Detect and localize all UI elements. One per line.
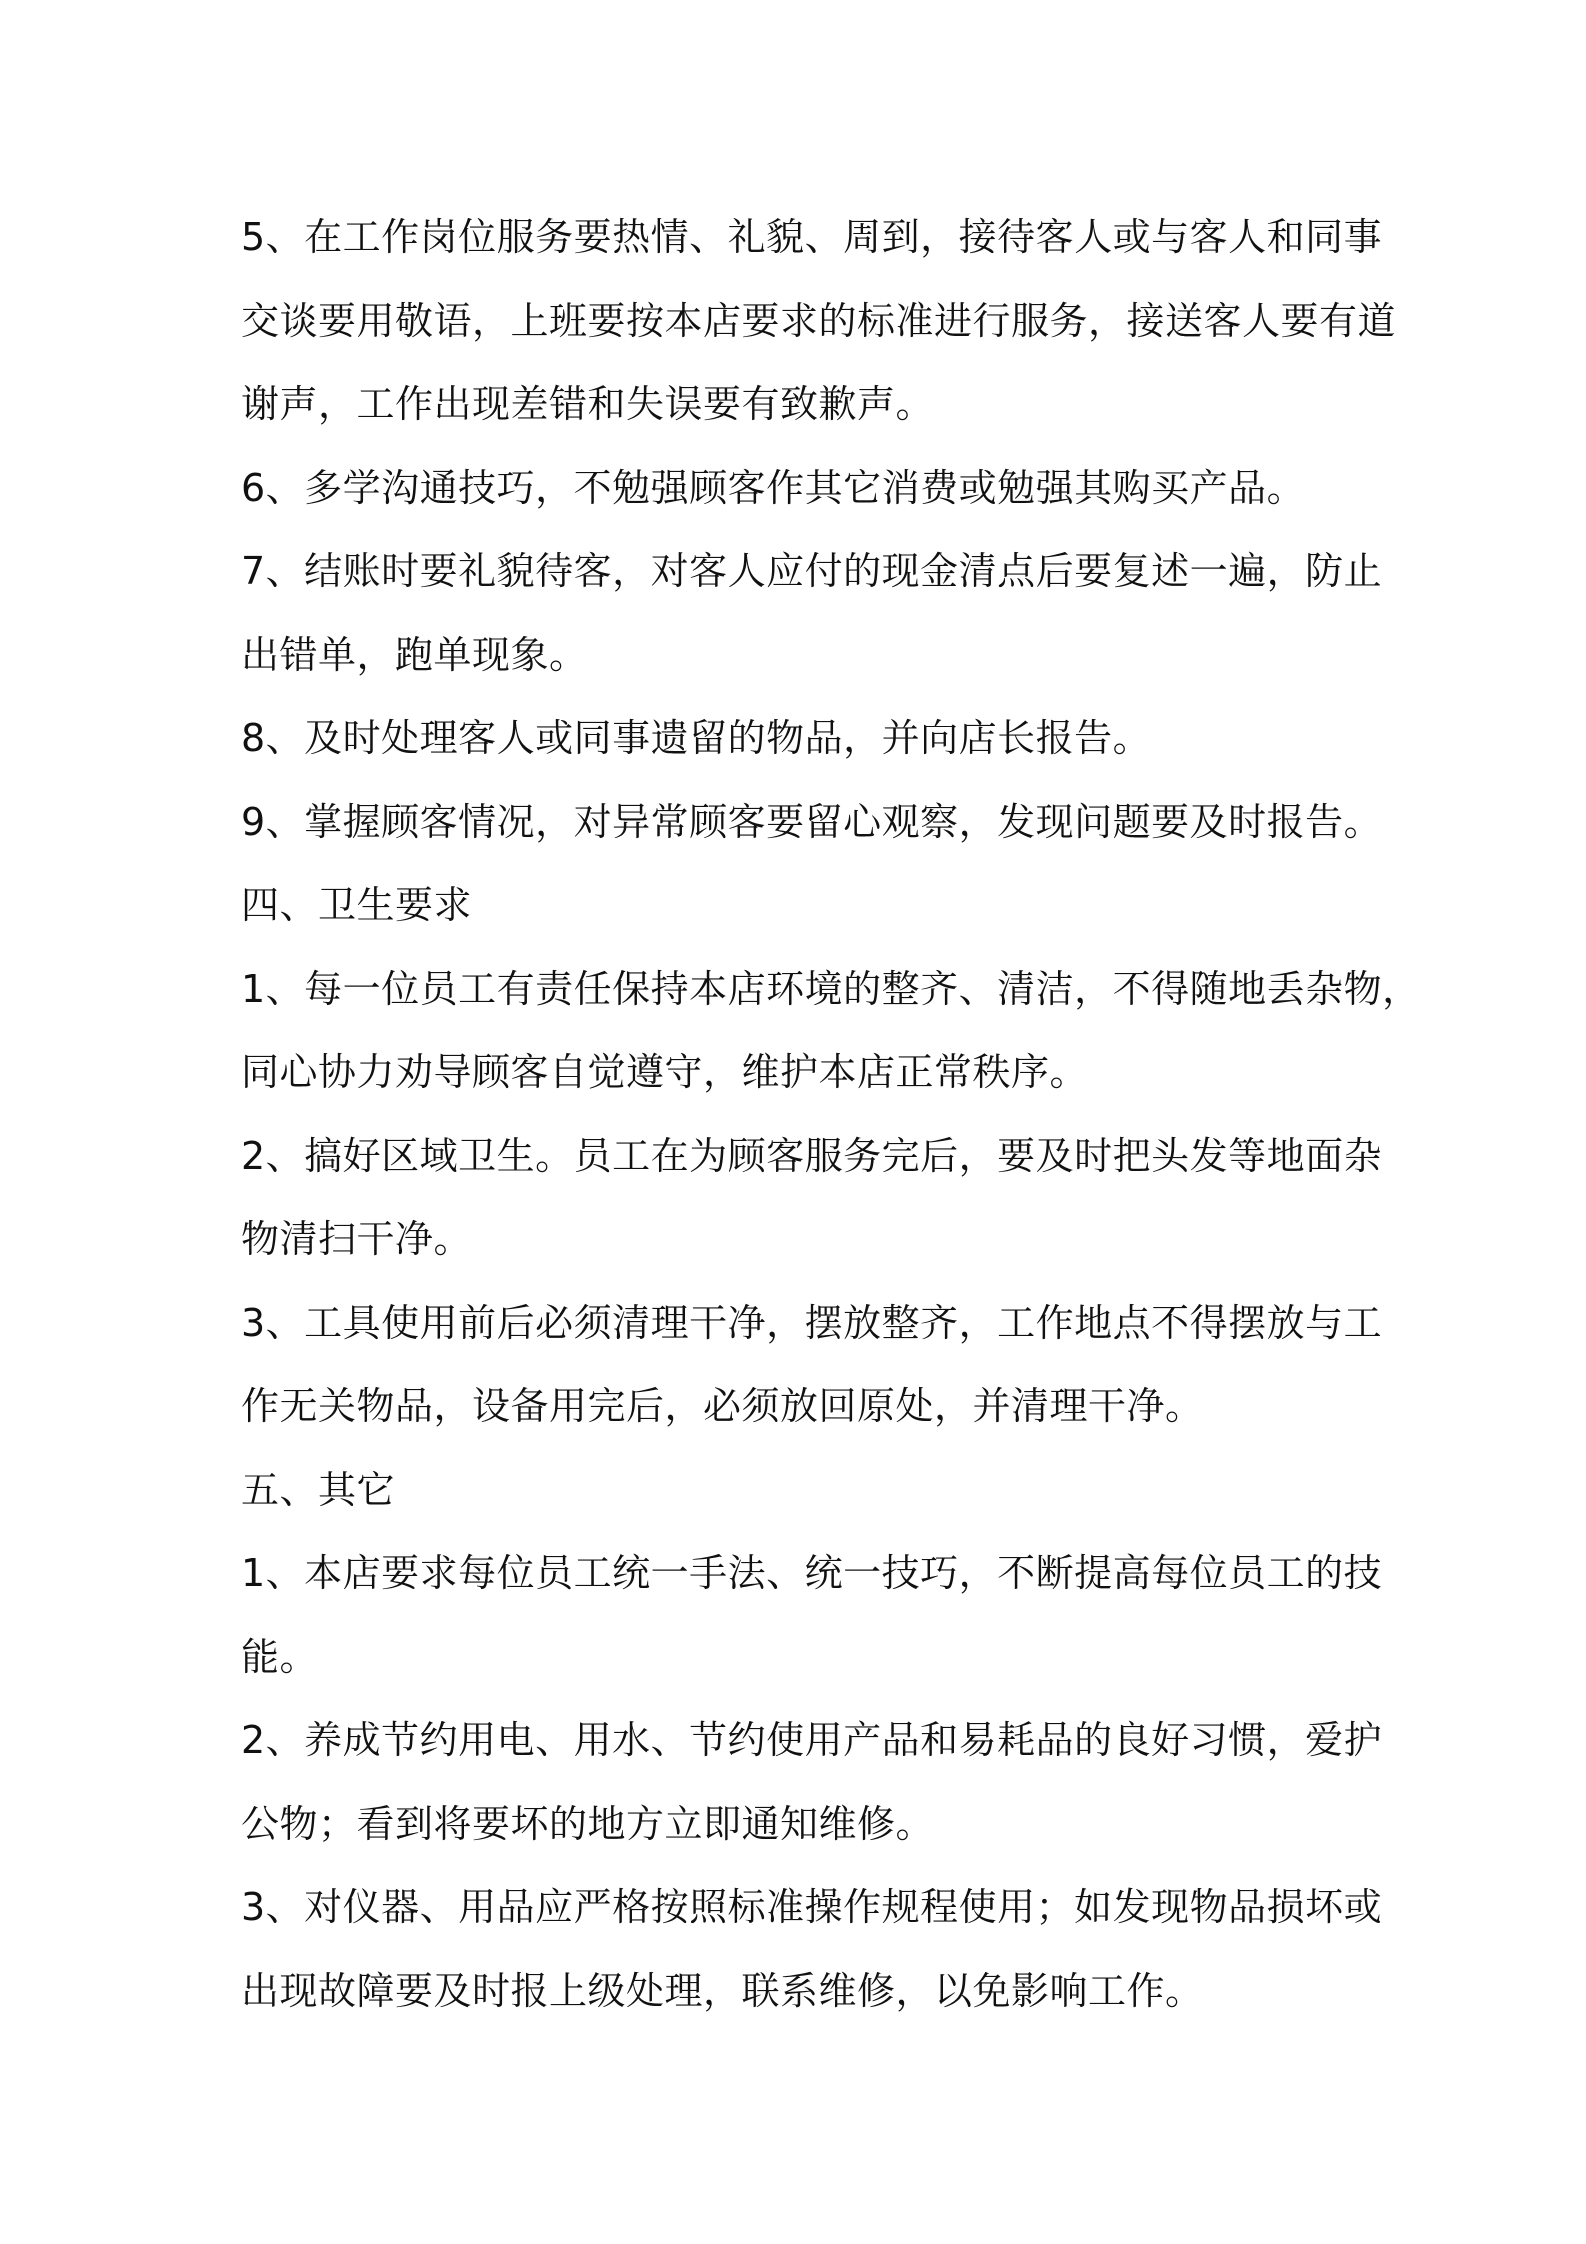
- text-line-7: 8、及时处理客人或同事遗留的物品，并向店长报告。: [241, 716, 1152, 760]
- text-line-6: 出错单，跑单现象。: [241, 632, 588, 677]
- text-line-11: 同心协力劝导顾客自觉遵守，维护本店正常秩序。: [241, 1050, 1089, 1094]
- text-line-12: 2、搞好区域卫生。员工在为顾客服务完后，要及时把头发等地面杂: [241, 1133, 1383, 1178]
- text-line-4: 6、多学沟通技巧，不勉强顾客作其它消费或勉强其购买产品。: [241, 465, 1306, 510]
- text-line-14: 3、工具使用前后必须清理干净，摆放整齐，工作地点不得摆放与工: [241, 1300, 1383, 1345]
- text-line-22: 出现故障要及时报上级处理，联系维修，以免影响工作。: [241, 1968, 1204, 2013]
- text-line-13: 物清扫干净。: [241, 1217, 473, 1261]
- text-line-2: 交谈要用敬语，上班要按本店要求的标准进行服务，接送客人要有道: [241, 298, 1397, 343]
- section-heading-hygiene: 四、卫生要求: [241, 883, 473, 927]
- text-line-17: 1、本店要求每位员工统一手法、统一技巧，不断提高每位员工的技: [241, 1551, 1383, 1595]
- text-line-19: 2、养成节约用电、用水、节约使用产品和易耗品的良好习惯，爱护: [241, 1718, 1383, 1762]
- text-line-21: 3、对仪器、用品应严格按照标准操作规程使用；如发现物品损坏或: [241, 1885, 1383, 1929]
- text-line-10: 1、每一位员工有责任保持本店环境的整齐、清洁，不得随地丢杂物，: [241, 966, 1421, 1011]
- document-body: [241, 196, 1421, 2033]
- text-line-5: 7、结账时要礼貌待客，对客人应付的现金清点后要复述一遍，防止: [241, 549, 1383, 593]
- section-heading-other: 五、其它: [241, 1467, 396, 1512]
- text-line-1: 5、在工作岗位服务要热情、礼貌、周到，接待客人或与客人和同事: [241, 215, 1383, 259]
- text-line-15: 作无关物品，设备用完后，必须放回原处，并清理干净。: [241, 1384, 1204, 1428]
- text-line-3: 谢声，工作出现差错和失误要有致歉声。: [241, 382, 935, 426]
- text-line-8: 9、掌握顾客情况，对异常顾客要留心观察，发现问题要及时报告。: [241, 799, 1383, 844]
- text-line-20: 公物；看到将要坏的地方立即通知维修。: [241, 1801, 935, 1846]
- text-line-18: 能。: [241, 1634, 319, 1679]
